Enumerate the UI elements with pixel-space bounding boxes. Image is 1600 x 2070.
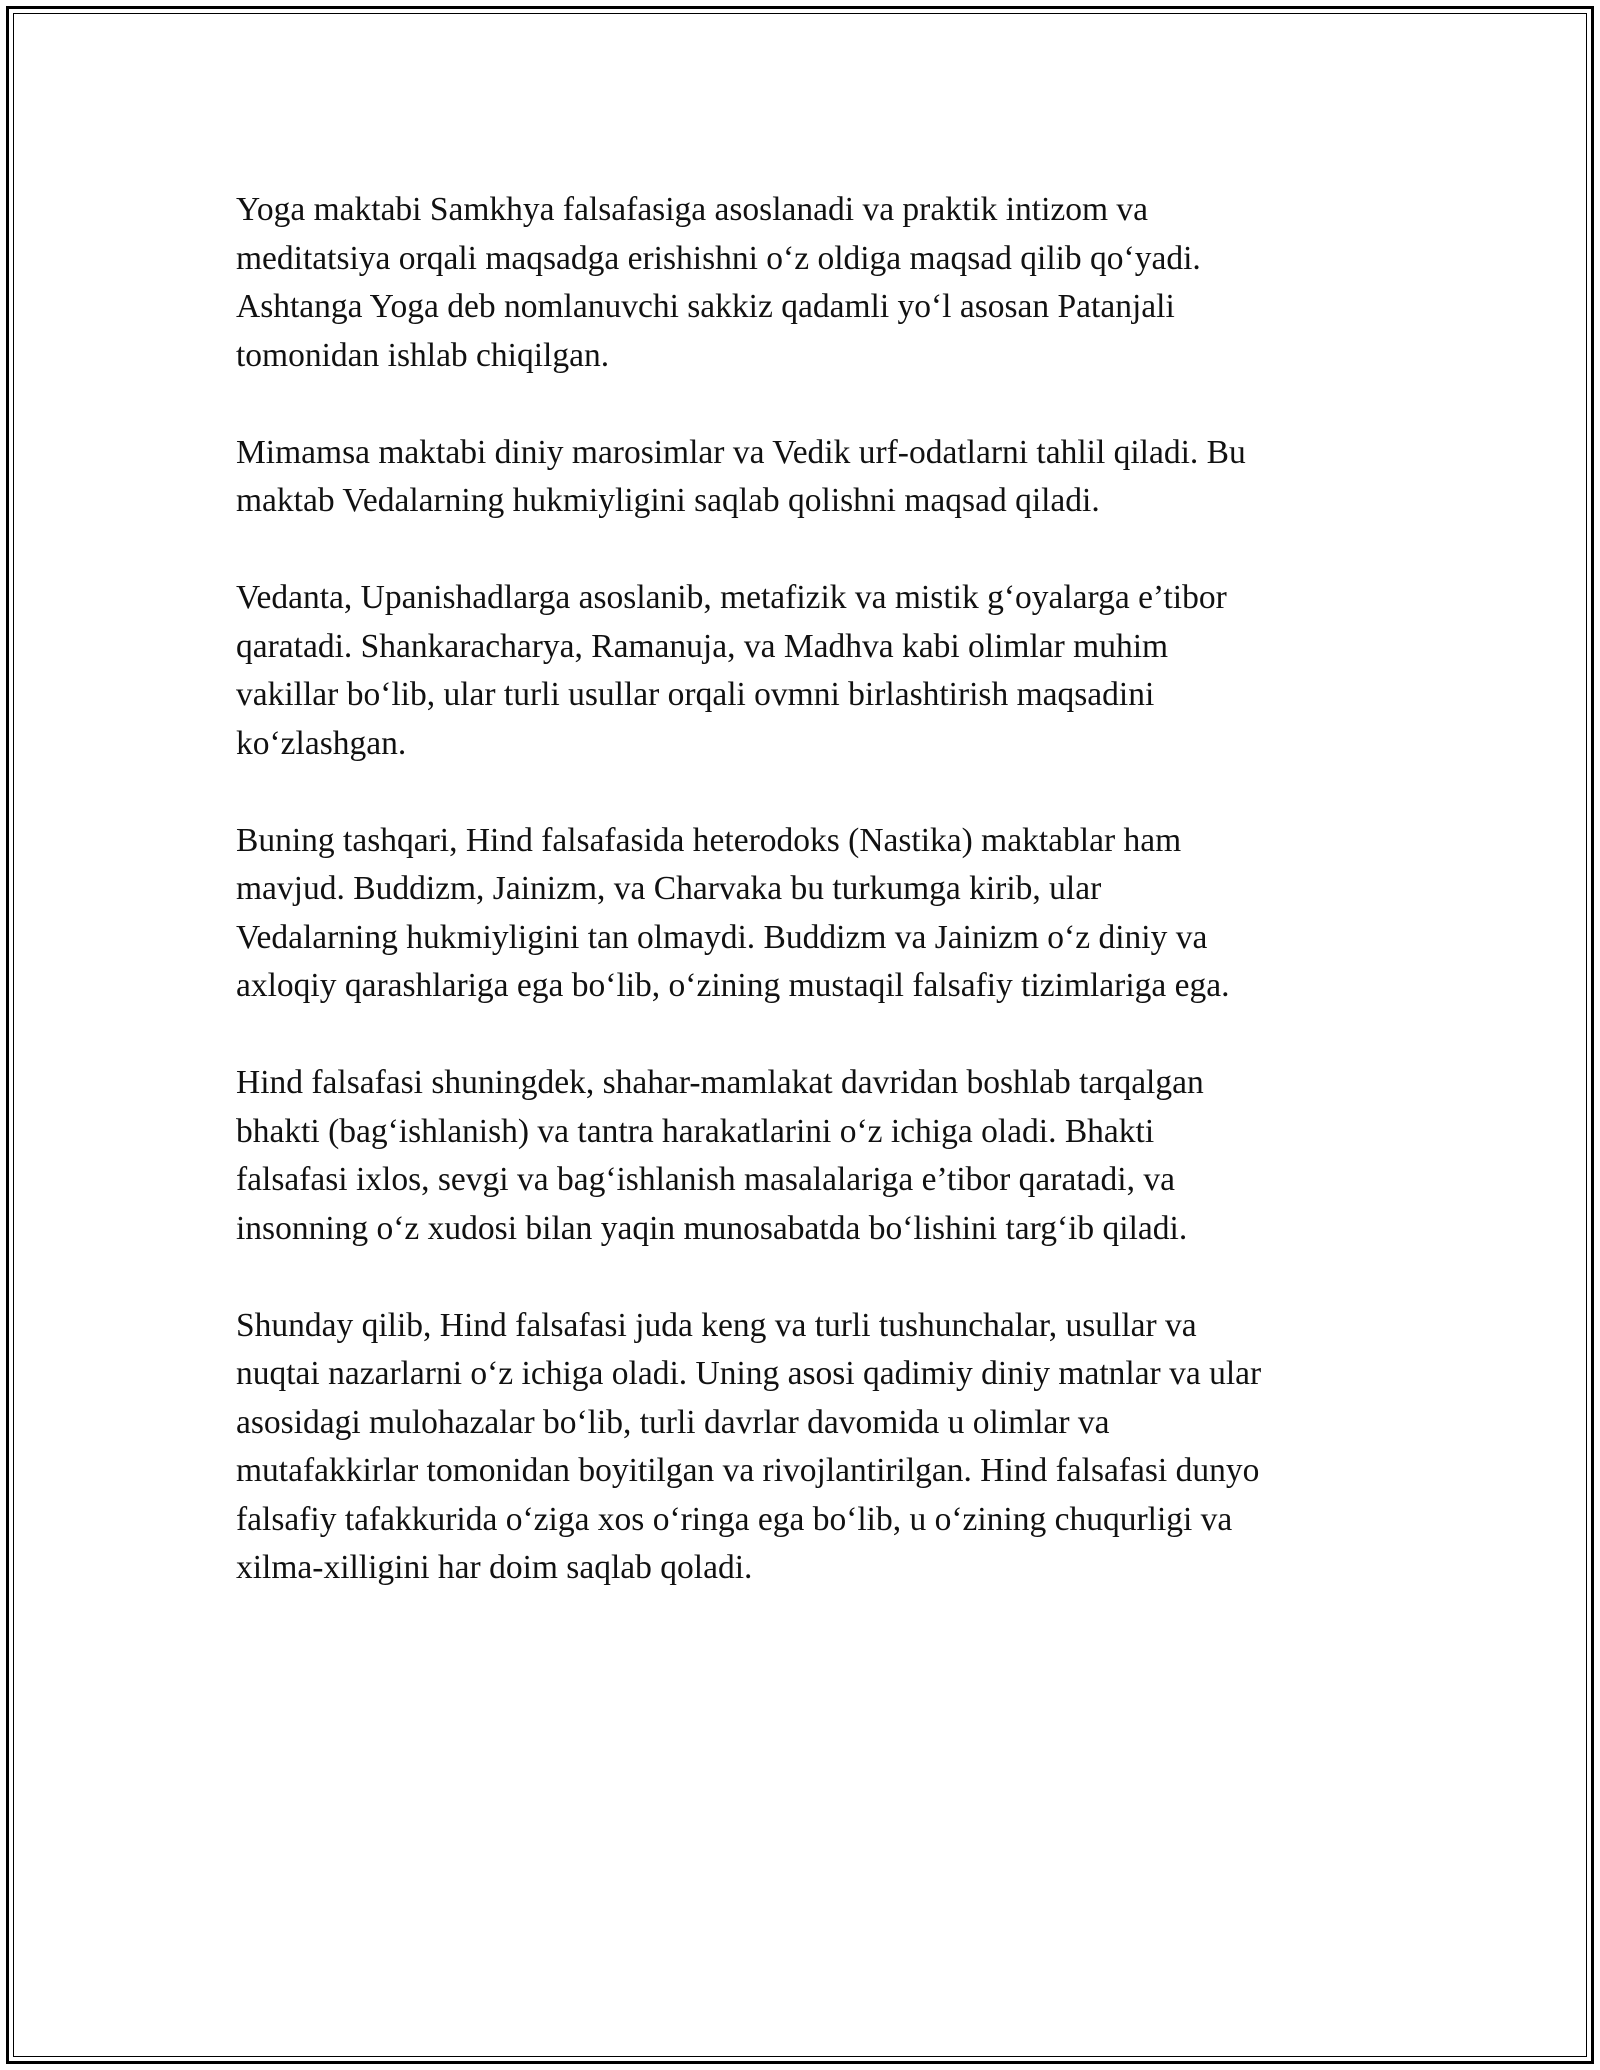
text-line: Hind falsafasi shuningdek, shahar-mamlakat davridan boshlab tarqalgan <box>236 1064 1204 1101</box>
text-line: xilma-xilligini har doim saqlab qoladi. <box>236 1549 753 1586</box>
document-body <box>236 186 1376 1641</box>
text-line: Vedanta, Upanishadlarga asoslanib, metafizik va mistik g‘oyalarga e’tibor <box>236 579 1227 616</box>
text-line: vakillar bo‘lib, ular turli usullar orqali ovmni birlashtirish maqsadini <box>236 676 1155 713</box>
text-line: asosidagi mulohazalar bo‘lib, turli davrlar davomida u olimlar va <box>236 1403 1110 1441</box>
text-line: meditatsiya orqali maqsadga erishishni o‘z oldiga maqsad qilib qo‘yadi. <box>236 239 1201 277</box>
paragraph-yoga <box>236 186 1376 380</box>
text-line: ko‘zlashgan. <box>236 724 407 762</box>
text-line: tomonidan ishlab chiqilgan. <box>236 336 610 374</box>
text-line: mutafakkirlar tomonidan boyitilgan va rivojlantirilgan. Hind falsafasi dunyo <box>236 1452 1260 1489</box>
paragraph-conclusion <box>236 1302 1376 1593</box>
text-line: Mimamsa maktabi diniy marosimlar va Vedik urf-odatlarni tahlil qiladi. Bu <box>236 433 1246 471</box>
text-line: Yoga maktabi Samkhya falsafasiga asoslanadi va praktik intizom va <box>236 191 1149 228</box>
text-line: nuqtai nazarlarni o‘z ichiga oladi. Uning asosi qadimiy diniy matnlar va ular <box>236 1355 1262 1392</box>
text-line: Buning tashqari, Hind falsafasida heterodoks (Nastika) maktablar ham <box>236 821 1182 859</box>
paragraph-mimamsa <box>236 429 1376 526</box>
text-line: axloqiy qarashlariga ega bo‘lib, o‘zining mustaqil falsafiy tizimlariga ega. <box>236 967 1230 1004</box>
text-line: qaratadi. Shankaracharya, Ramanuja, va Madhva kabi olimlar muhim <box>236 627 1169 665</box>
text-line: falsafasi ixlos, sevgi va bag‘ishlanish masalalariga e’tibor qaratadi, va <box>236 1161 1175 1198</box>
text-line: Shunday qilib, Hind falsafasi juda keng va turli tushunchalar, usullar va <box>236 1306 1197 1344</box>
text-line: insonning o‘z xudosi bilan yaqin munosabatda bo‘lishini targ‘ib qiladi. <box>236 1209 1188 1247</box>
paragraph-bhakti <box>236 1059 1376 1253</box>
text-line: mavjud. Buddizm, Jainizm, va Charvaka bu turkumga kirib, ular <box>236 870 1102 907</box>
text-line: Ashtanga Yoga deb nomlanuvchi sakkiz qadamli yo‘l asosan Patanjali <box>236 288 1175 325</box>
text-line: Vedalarning hukmiyligini tan olmaydi. Buddizm va Jainizm o‘z diniy va <box>236 918 1208 956</box>
paragraph-heterodox <box>236 817 1376 1011</box>
text-line: maktab Vedalarning hukmiyligini saqlab qolishni maqsad qiladi. <box>236 482 1100 519</box>
paragraph-vedanta <box>236 574 1376 768</box>
text-line: bhakti (bag‘ishlanish) va tantra harakatlarini o‘z ichiga oladi. Bhakti <box>236 1112 1155 1150</box>
text-line: falsafiy tafakkurida o‘ziga xos o‘ringa ega bo‘lib, u o‘zining chuqurligi va <box>236 1500 1233 1538</box>
